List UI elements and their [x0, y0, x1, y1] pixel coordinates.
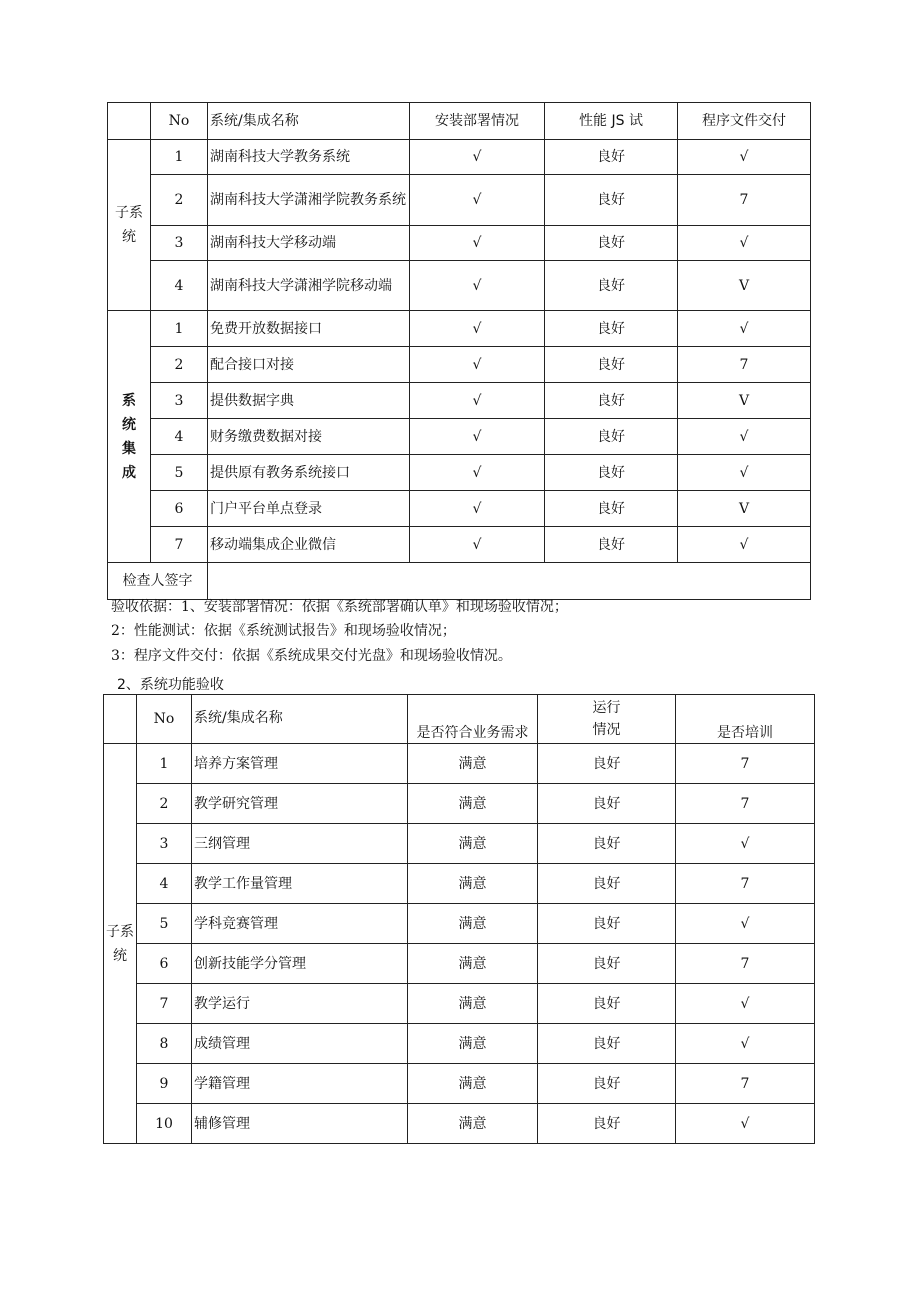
row-deploy: √	[410, 175, 545, 226]
row-no: 8	[137, 1024, 192, 1064]
row-name: 学科竞赛管理	[192, 904, 408, 944]
row-no: 9	[137, 1064, 192, 1104]
row-name: 湖南科技大学教务系统	[208, 140, 410, 175]
row-meet: 满意	[408, 1064, 538, 1104]
row-no: 3	[151, 383, 208, 419]
row-run: 良好	[538, 864, 676, 904]
row-deploy: √	[410, 226, 545, 261]
row-deploy: √	[410, 419, 545, 455]
group-label-integration: 系 统 集 成	[108, 311, 151, 563]
header-deliver: 程序文件交付	[678, 103, 811, 140]
row-name: 配合接口对接	[208, 347, 410, 383]
header-name: 系统/集成名称	[208, 103, 410, 140]
row-train: 7	[676, 864, 815, 904]
row-meet: 满意	[408, 784, 538, 824]
row-perf: 良好	[545, 175, 678, 226]
row-perf: 良好	[545, 419, 678, 455]
row-no: 10	[137, 1104, 192, 1144]
row-deliver: √	[678, 419, 811, 455]
row-train: √	[676, 984, 815, 1024]
row-perf: 良好	[545, 311, 678, 347]
row-run: 良好	[538, 1064, 676, 1104]
row-name: 学籍管理	[192, 1064, 408, 1104]
header-blank	[108, 103, 151, 140]
row-run: 良好	[538, 1024, 676, 1064]
section-title-function-acceptance: 2、系统功能验收	[117, 677, 224, 693]
row-deliver: 7	[678, 175, 811, 226]
group-label-subsystem: 子系 统	[108, 140, 151, 311]
row-deploy: √	[410, 347, 545, 383]
row-perf: 良好	[545, 261, 678, 311]
row-train: 7	[676, 1064, 815, 1104]
row-no: 3	[137, 824, 192, 864]
row-perf: 良好	[545, 347, 678, 383]
header-name: 系统/集成名称	[192, 695, 408, 744]
row-run: 良好	[538, 904, 676, 944]
row-deploy: √	[410, 140, 545, 175]
row-perf: 良好	[545, 455, 678, 491]
row-no: 5	[151, 455, 208, 491]
row-meet: 满意	[408, 864, 538, 904]
row-meet: 满意	[408, 824, 538, 864]
signature-label: 检查人签字	[108, 563, 208, 600]
row-deploy: √	[410, 261, 545, 311]
row-meet: 满意	[408, 1024, 538, 1064]
row-name: 湖南科技大学移动端	[208, 226, 410, 261]
row-deliver: V	[678, 491, 811, 527]
row-no: 6	[151, 491, 208, 527]
row-no: 4	[151, 261, 208, 311]
row-deliver: √	[678, 527, 811, 563]
row-name: 湖南科技大学潇湘学院移动端	[208, 261, 410, 311]
row-name: 教学研究管理	[192, 784, 408, 824]
header-meet: 是否符合业务需求	[408, 695, 538, 744]
row-no: 1	[151, 311, 208, 347]
row-perf: 良好	[545, 527, 678, 563]
acceptance-basis-note-3: 3：程序文件交付：依据《系统成果交付光盘》和现场验收情况。	[111, 648, 512, 664]
row-run: 良好	[538, 944, 676, 984]
row-name: 创新技能学分管理	[192, 944, 408, 984]
row-train: √	[676, 1104, 815, 1144]
row-deploy: √	[410, 491, 545, 527]
row-no: 7	[137, 984, 192, 1024]
row-name: 湖南科技大学潇湘学院教务系统	[208, 175, 410, 226]
row-deliver: √	[678, 226, 811, 261]
header-no: No	[137, 695, 192, 744]
row-run: 良好	[538, 784, 676, 824]
row-name: 财务缴费数据对接	[208, 419, 410, 455]
row-meet: 满意	[408, 984, 538, 1024]
row-name: 门户平台单点登录	[208, 491, 410, 527]
row-no: 7	[151, 527, 208, 563]
row-perf: 良好	[545, 226, 678, 261]
row-meet: 满意	[408, 944, 538, 984]
row-deploy: √	[410, 527, 545, 563]
row-train: 7	[676, 944, 815, 984]
group-label-subsystem: 子系 统	[104, 744, 137, 1144]
row-train: 7	[676, 784, 815, 824]
row-deploy: √	[410, 383, 545, 419]
row-no: 6	[137, 944, 192, 984]
row-name: 教学运行	[192, 984, 408, 1024]
row-meet: 满意	[408, 904, 538, 944]
row-no: 3	[151, 226, 208, 261]
acceptance-basis-note-1: 验收依据：1、安装部署情况：依据《系统部署确认单》和现场验收情况；	[111, 599, 568, 615]
row-no: 1	[137, 744, 192, 784]
row-perf: 良好	[545, 140, 678, 175]
row-no: 4	[137, 864, 192, 904]
row-no: 4	[151, 419, 208, 455]
row-deliver: V	[678, 261, 811, 311]
row-meet: 满意	[408, 1104, 538, 1144]
row-name: 三纲管理	[192, 824, 408, 864]
row-no: 2	[151, 175, 208, 226]
row-name: 提供数据字典	[208, 383, 410, 419]
row-run: 良好	[538, 984, 676, 1024]
acceptance-table-2	[103, 694, 815, 1144]
row-meet: 满意	[408, 744, 538, 784]
row-name: 提供原有教务系统接口	[208, 455, 410, 491]
header-run: 运行 情况	[538, 695, 676, 744]
row-name: 免费开放数据接口	[208, 311, 410, 347]
row-train: √	[676, 1024, 815, 1064]
row-deliver: V	[678, 383, 811, 419]
row-train: √	[676, 824, 815, 864]
row-no: 2	[137, 784, 192, 824]
row-deliver: √	[678, 455, 811, 491]
signature-field[interactable]	[208, 563, 811, 600]
row-no: 5	[137, 904, 192, 944]
row-no: 2	[151, 347, 208, 383]
acceptance-basis-note-2: 2：性能测试：依据《系统测试报告》和现场验收情况；	[111, 623, 456, 639]
row-deliver: √	[678, 311, 811, 347]
header-train: 是否培训	[676, 695, 815, 744]
row-perf: 良好	[545, 491, 678, 527]
header-no: No	[151, 103, 208, 140]
acceptance-table-1	[107, 102, 811, 600]
row-name: 培养方案管理	[192, 744, 408, 784]
row-run: 良好	[538, 824, 676, 864]
row-perf: 良好	[545, 383, 678, 419]
header-perf: 性能 JS 试	[545, 103, 678, 140]
row-no: 1	[151, 140, 208, 175]
header-blank	[104, 695, 137, 744]
row-run: 良好	[538, 1104, 676, 1144]
header-deploy: 安装部署情况	[410, 103, 545, 140]
row-train: √	[676, 904, 815, 944]
row-deliver: √	[678, 140, 811, 175]
row-deliver: 7	[678, 347, 811, 383]
row-train: 7	[676, 744, 815, 784]
row-name: 教学工作量管理	[192, 864, 408, 904]
row-deploy: √	[410, 311, 545, 347]
row-run: 良好	[538, 744, 676, 784]
row-name: 移动端集成企业微信	[208, 527, 410, 563]
row-name: 成绩管理	[192, 1024, 408, 1064]
row-name: 辅修管理	[192, 1104, 408, 1144]
row-deploy: √	[410, 455, 545, 491]
